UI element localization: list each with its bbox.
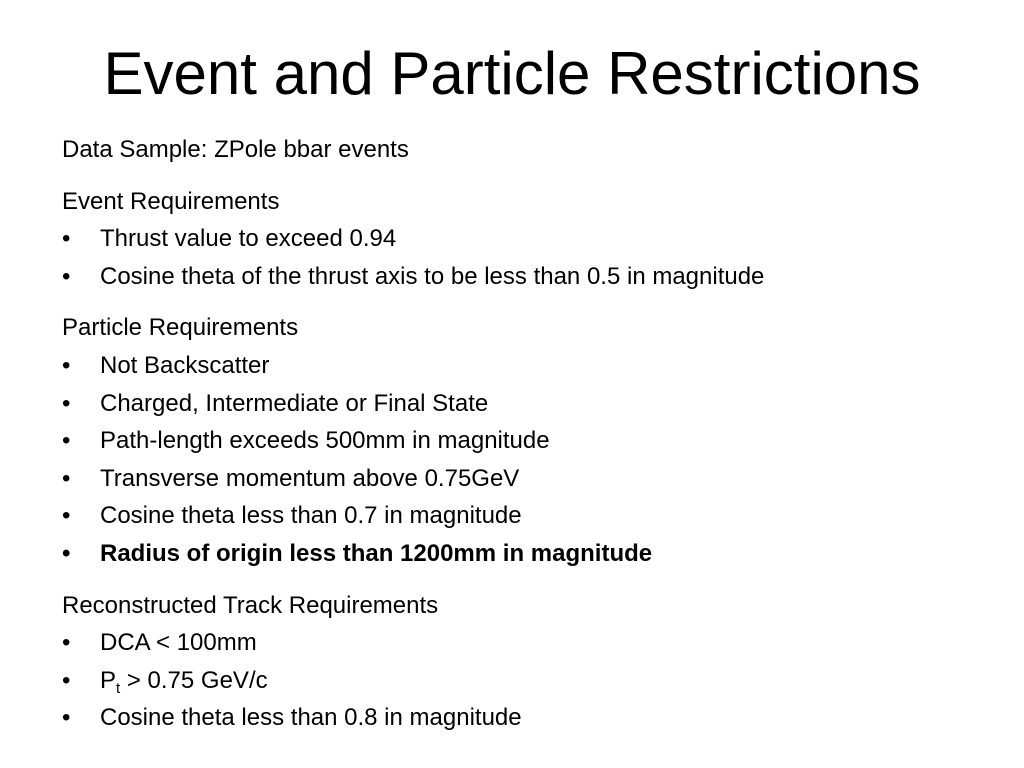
track-requirements-list [62,624,1002,737]
list-item-text: Cosine theta less than 0.8 in magnitude [100,704,522,732]
list-item-text: Transverse momentum above 0.75GeV [100,464,520,492]
list-item [62,422,1002,460]
list-item-text: Radius of origin less than 1200mm in magnitude [100,539,653,567]
list-item [62,347,1002,385]
particle-requirements-section [62,309,1002,572]
pt-symbol: P [100,666,117,694]
list-item-text: Cosine theta less than 0.7 in magnitude [100,502,522,530]
slide-content [62,131,1002,737]
bullet-icon: • [62,351,71,379]
bullet-icon: • [62,704,71,732]
event-requirements-heading: Event Requirements [62,187,280,215]
list-item [62,460,1002,498]
list-item [62,497,1002,535]
list-item-text: Charged, Intermediate or Final State [100,389,489,417]
track-requirements-section [62,587,1002,737]
list-item [62,662,1002,700]
bullet-icon: • [62,262,71,290]
track-requirements-heading: Reconstructed Track Requirements [62,591,439,619]
list-item [62,258,1002,296]
bullet-icon: • [62,225,71,253]
pt-subscript: t [116,679,121,697]
list-item [62,699,1002,737]
particle-requirements-list [62,347,1002,573]
event-requirements-list [62,220,1002,295]
pt-value: > 0.75 GeV/c [120,666,268,694]
particle-requirements-heading: Particle Requirements [62,314,299,342]
bullet-icon: • [62,629,71,657]
list-item [62,220,1002,258]
bullet-icon: • [62,666,71,694]
list-item-text: Thrust value to exceed 0.94 [100,225,397,253]
bullet-icon: • [62,389,71,417]
list-item-text: Not Backscatter [100,351,270,379]
event-requirements-section [62,183,1002,296]
list-item [62,624,1002,662]
slide-title: Event and Particle Restrictions [103,40,921,107]
bullet-icon: • [62,464,71,492]
bullet-icon: • [62,539,71,567]
list-item-text: DCA < 100mm [100,629,257,657]
list-item-text: Path-length exceeds 500mm in magnitude [100,427,550,455]
bullet-icon: • [62,427,71,455]
list-item [62,385,1002,423]
bullet-icon: • [62,502,71,530]
list-item-emphasized [62,535,1002,573]
data-sample-text: Data Sample: ZPole bbar events [62,136,409,163]
list-item-text: Cosine theta of the thrust axis to be less than 0.5 in magnitude [100,262,765,290]
